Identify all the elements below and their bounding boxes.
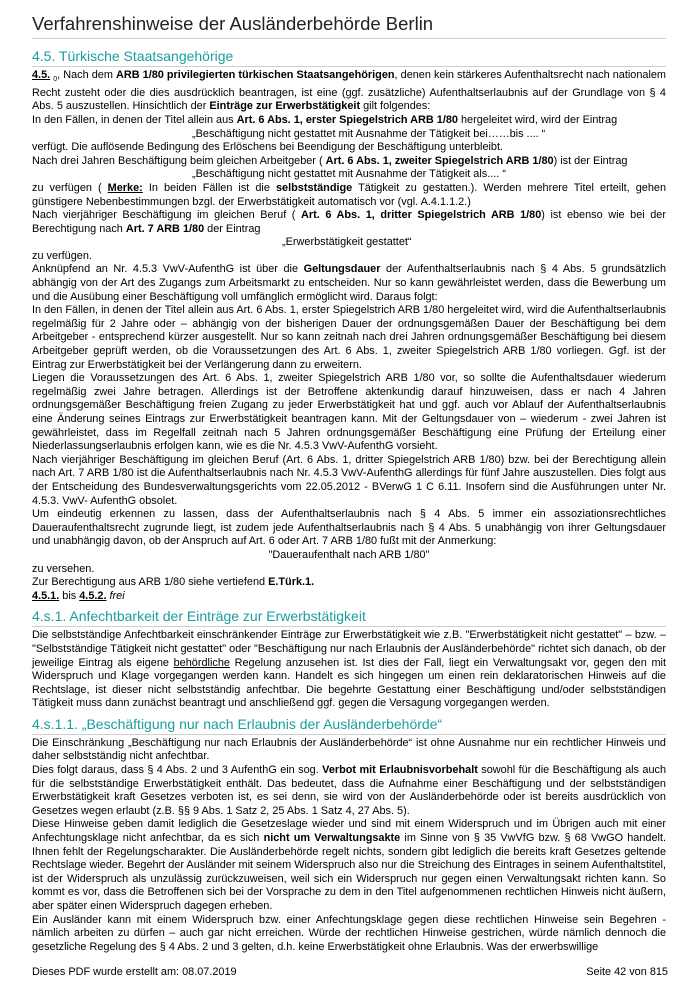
paragraph: 4.5.1. bis 4.5.2. frei [32, 589, 125, 602]
footer-created-date: Dieses PDF wurde erstellt am: 08.07.2019 [32, 966, 237, 978]
paragraph: Um eindeutig erkennen zu lassen, dass der Aufenthaltserlaubnis nach § 4 Abs. 5 immer ein assoziationsrechtliches Daueraufenthaltsrecht zugrunde liegt, ist zudem jede Aufenthaltserlaubnis nach § 4 Abs. 5 unabhängig von ihrer Geltungsdauer und unabhängig davon, ob der Anspruch auf Art. 6 oder Art. 7 ARB 1/80 fußt mit der Anmerkung: [32, 508, 666, 548]
paragraph: In den Fällen, in denen der Titel allein aus Art. 6 Abs. 1, erster Spiegelstrich ARB 1/80 hergeleitet wird, wird der Eintrag [32, 113, 618, 126]
paragraph: Zur Berechtigung aus ARB 1/80 siehe vertiefend E.Türk.1. [32, 576, 315, 589]
quoted-entry: „Beschäftigung nicht gestattet mit Ausnahme der Tätigkeit als.... “ [192, 168, 506, 181]
paragraph: Die Einschränkung „Beschäftigung nur nach Erlaubnis der Ausländerbehörde“ ist ohne Ausnahme nur ein rechtlicher Hinweis und daher selbstständig nicht anfechtbar. [32, 736, 666, 763]
quoted-entry: "Daueraufenthalt nach ARB 1/80" [268, 548, 430, 561]
section-link[interactable]: 4.5.2. [79, 589, 107, 602]
paragraph: Nach vierjähriger Beschäftigung im gleichen Beruf (Art. 6 Abs. 1, dritter Spiegelstrich ARB 1/80) bzw. bei der Berechtigung allein nach Art. 7 ARB 1/80 ist die Aufenthaltserlaubnis nach Nr. 4.5.3 VwV-AufenthG allerdings für fünf Jahre auszustellen. Dies folgt aus der Entscheidung des Bundesverwaltungsgerichts vom 22.05.2012 - BVerwG 1 C 6.11. Insofern sind die Ausführungen unter Nr. 4.5.3. VwV- AufenthG obsolet. [32, 453, 666, 507]
quoted-entry: „Erwerbstätigkeit gestattet“ [282, 236, 412, 249]
document-page [32, 10, 666, 954]
paragraph: zu versehen. [32, 562, 95, 575]
paragraph: Nach drei Jahren Beschäftigung beim gleichen Arbeitgeber ( Art. 6 Abs. 1, zweiter Spiegelstrich ARB 1/80) ist der Eintrag [32, 154, 628, 167]
footer-page-number: Seite 42 von 815 [586, 966, 668, 978]
section-heading-4-5: 4.5. Türkische Staatsangehörige [32, 48, 666, 67]
paragraph: In den Fällen, in denen der Titel allein aus Art. 6 Abs. 1, erster Spiegelstrich ARB 1/80 hergeleitet wird, wird die Aufenthaltserlaubnis regelmäßig für 2 Jahre oder – abhängig von der bisherigen Dauer der ordnungsgemäßen Dauer der Beschäftigung bei dem Arbeitgeber - entsprechend kürzer ausgestellt. Nur so kann zeitnah nach drei Jahren ordnungsgemäßer Beschäftigung bei diesem Arbeitgeber geprüft werden, ob die Voraussetzungen des Art. 6 Abs. 1, zweiter Spiegelstrich ARB 1/80 vorliegen. Ggf. ist der Eintrag zur Erwerbstätigkeit bei der Verlängerung dann zu erweitern. [32, 304, 666, 371]
cross-reference-link[interactable]: E.Türk.1. [268, 576, 315, 589]
paragraph: Ein Ausländer kann mit einem Widerspruch bzw. einer Anfechtungsklage gegen diese rechtlichen Hinweise sein Begehren - nämlich arbeiten zu dürfen – auch gar nicht erreichen. Würde der rechtlichen Hinweise gestrichen, würde nämlich dennoch die gesetzliche Regelung des § 4 Abs. 2 und 3 gelten, d.h. keine Erwerbstätigkeit ohne Erlaubnis. Was der erwerbswillige [32, 913, 666, 953]
paragraph: Anknüpfend an Nr. 4.5.3 VwV-AufenthG ist über die Geltungsdauer der Aufenthaltserlaubnis nach § 4 Abs. 5 grundsätzlich abhängig von der Art des Zugangs zum Arbeitsmarkt zu entscheiden. Nur so kann gewährleistet werden, dass die Bewerbung um und die Ausübung einer Beschäftigung voll umfänglich ermöglicht wird. Daraus folgt: [32, 263, 666, 303]
section-heading-4-s-1-1: 4.s.1.1. „Beschäftigung nur nach Erlaubnis der Ausländerbehörde“ [32, 716, 666, 735]
document-title: Verfahrenshinweise der Ausländerbehörde Berlin [32, 10, 666, 39]
paragraph: Diese Hinweise geben damit lediglich die Gesetzeslage wieder und sind mit einem Widerspruch und im Übrigen auch mit einer Anfechtungsklage nicht anfechtbar, da es sich nicht um Verwaltungsakte im Sinne von § 35 VwVfG bzw. § 68 VwGO handelt. Ihnen fehlt der Regelungscharakter. Die Ausländerbehörde regelt nichts, sondern gibt lediglich die bereits kraft Gesetzes geltende Rechtslage wieder. Begehrt der Ausländer mit seinem Widerspruch also nur die Streichung des Eintrages in seinem Aufenthaltstitel, ist der Widerspruch als unzulässig zurückzuweisen, weil sich ein Widerspruch nur gegen einen Verwaltungsakt richten kann. So kommt es vor, dass die Betroffenen sich bei der Vorsprache zu dem in den Titel aufgenommenen rechtlichen Hinweis nicht äußern, aber später einen Widerspruch dagegen erheben. [32, 818, 666, 913]
paragraph: Die selbstständige Anfechtbarkeit einschränkender Einträge zur Erwerbstätigkeit wie z.B. "Erwerbstätigkeit nicht gestattet" – bzw. – "Selbstständige Tätigkeit nicht gestattet" oder "Beschäftigung nur nach Erlaubnis der Ausländerbehörde" richtet sich danach, ob der jeweilige Eintrag als eigene behördliche Regelung anzusehen ist. Ist dies der Fall, liegt ein Verwaltungsakt vor, gegen den mit Widerspruch und Klage vorgegangen werden kann. Handelt es sich hingegen um einen rein deklaratorischen Hinweis auf die Rechtslage, ist dieser nicht selbstständig anfechtbar. Die begehrte Gestattung einer Beschäftigung und/oder selbstständigen Tätigkeit muss dann zunächst beantragt und anschließend ggf. gegen die Versagung vorgegangen werden. [32, 629, 666, 710]
paragraph: verfügt. Die auflösende Bedingung des Erlöschens bei Beendigung der Beschäftigung unterbleibt. [32, 141, 504, 154]
paragraph: Nach vierjähriger Beschäftigung im gleichen Beruf ( Art. 6 Abs. 1, dritter Spiegelstrich ARB 1/80) ist ebenso wie bei der Berechtigung nach Art. 7 ARB 1/80 der Eintrag [32, 209, 666, 235]
section-link[interactable]: 4.5.1. [32, 589, 60, 602]
paragraph: zu verfügen ( Merke: In beiden Fällen ist die selbstständige Tätigkeit zu gestatten.). Werden mehrere Titel erteilt, gehen günstigere Nebenbestimmungen bzgl. der Erwerbstätigkeit automatisch vor (vgl. A.4.1.1.2.) [32, 181, 666, 208]
section-heading-4-s-1: 4.s.1. Anfechtbarkeit der Einträge zur Erwerbstätigkeit [32, 608, 666, 627]
paragraph: zu verfügen. [32, 249, 92, 262]
paragraph: 4.5. $_0$, Nach dem ARB 1/80 privilegierten türkischen Staatsangehörigen, denen kein stärkeres Aufenthaltsrecht nach nationalem Recht zusteht oder die dies ausdrücklich beantragen, ist eine (ggf. zusätzliche) Aufenthaltserlaubnis auf der Grundlage von § 4 Abs. 5 auszustellen. Hinsichtlich der Einträge zur Erwerbstätigkeit gilt folgendes: [32, 69, 666, 113]
quoted-entry: „Beschäftigung nicht gestattet mit Ausnahme der Tätigkeit bei……bis .... “ [192, 127, 546, 140]
paragraph: Liegen die Voraussetzungen des Art. 6 Abs. 1, zweiter Spiegelstrich ARB 1/80 vor, so sollte die Aufenthaltsdauer wiederum regelmäßig zwei Jahre betragen. Allerdings ist der Betroffene aktenkundig darauf hinzuweisen, dass er nach 4 Jahren ordnungsgemäßer Beschäftigung freien Zugang zu jeder Erwerbstätigkeit hat und ggf. auch vor Ablauf der Aufenthaltserlaubnis eine Änderung seines Eintrags zur Erwerbstätigkeit beantragen kann. Mit der Geltungsdauer von – wiederum - zwei Jahren ist gewährleistet, dass im Regelfall zeitnah nach 5 Jahren ordnungsgemäßer Beschäftigung eine Prüfung der Erteilung einer Niederlassungserlaubnis erfolgen kann, wie es die Nr. 4.5.3 VwV-AufenthG vorsieht. [32, 372, 666, 453]
page-footer [32, 966, 668, 978]
paragraph: Dies folgt daraus, dass § 4 Abs. 2 und 3 AufenthG ein sog. Verbot mit Erlaubnisvorbehalt sowohl für die Beschäftigung als auch für die selbstständige Erwerbstätigkeit enthält. Das bedeutet, dass die Aufnahme einer Beschäftigung und der selbstständigen Erwerbstätigkeit kraft Gesetzes verboten ist, es sei denn, sie wird von der Ausländerbehörde oder ist bereits ausdrücklich von Gesetzes wegen erlaubt (z.B. §§ 9 Abs. 1 Satz 2, 25 Abs. 1 Satz 4, 27 Abs. 5). [32, 764, 667, 817]
